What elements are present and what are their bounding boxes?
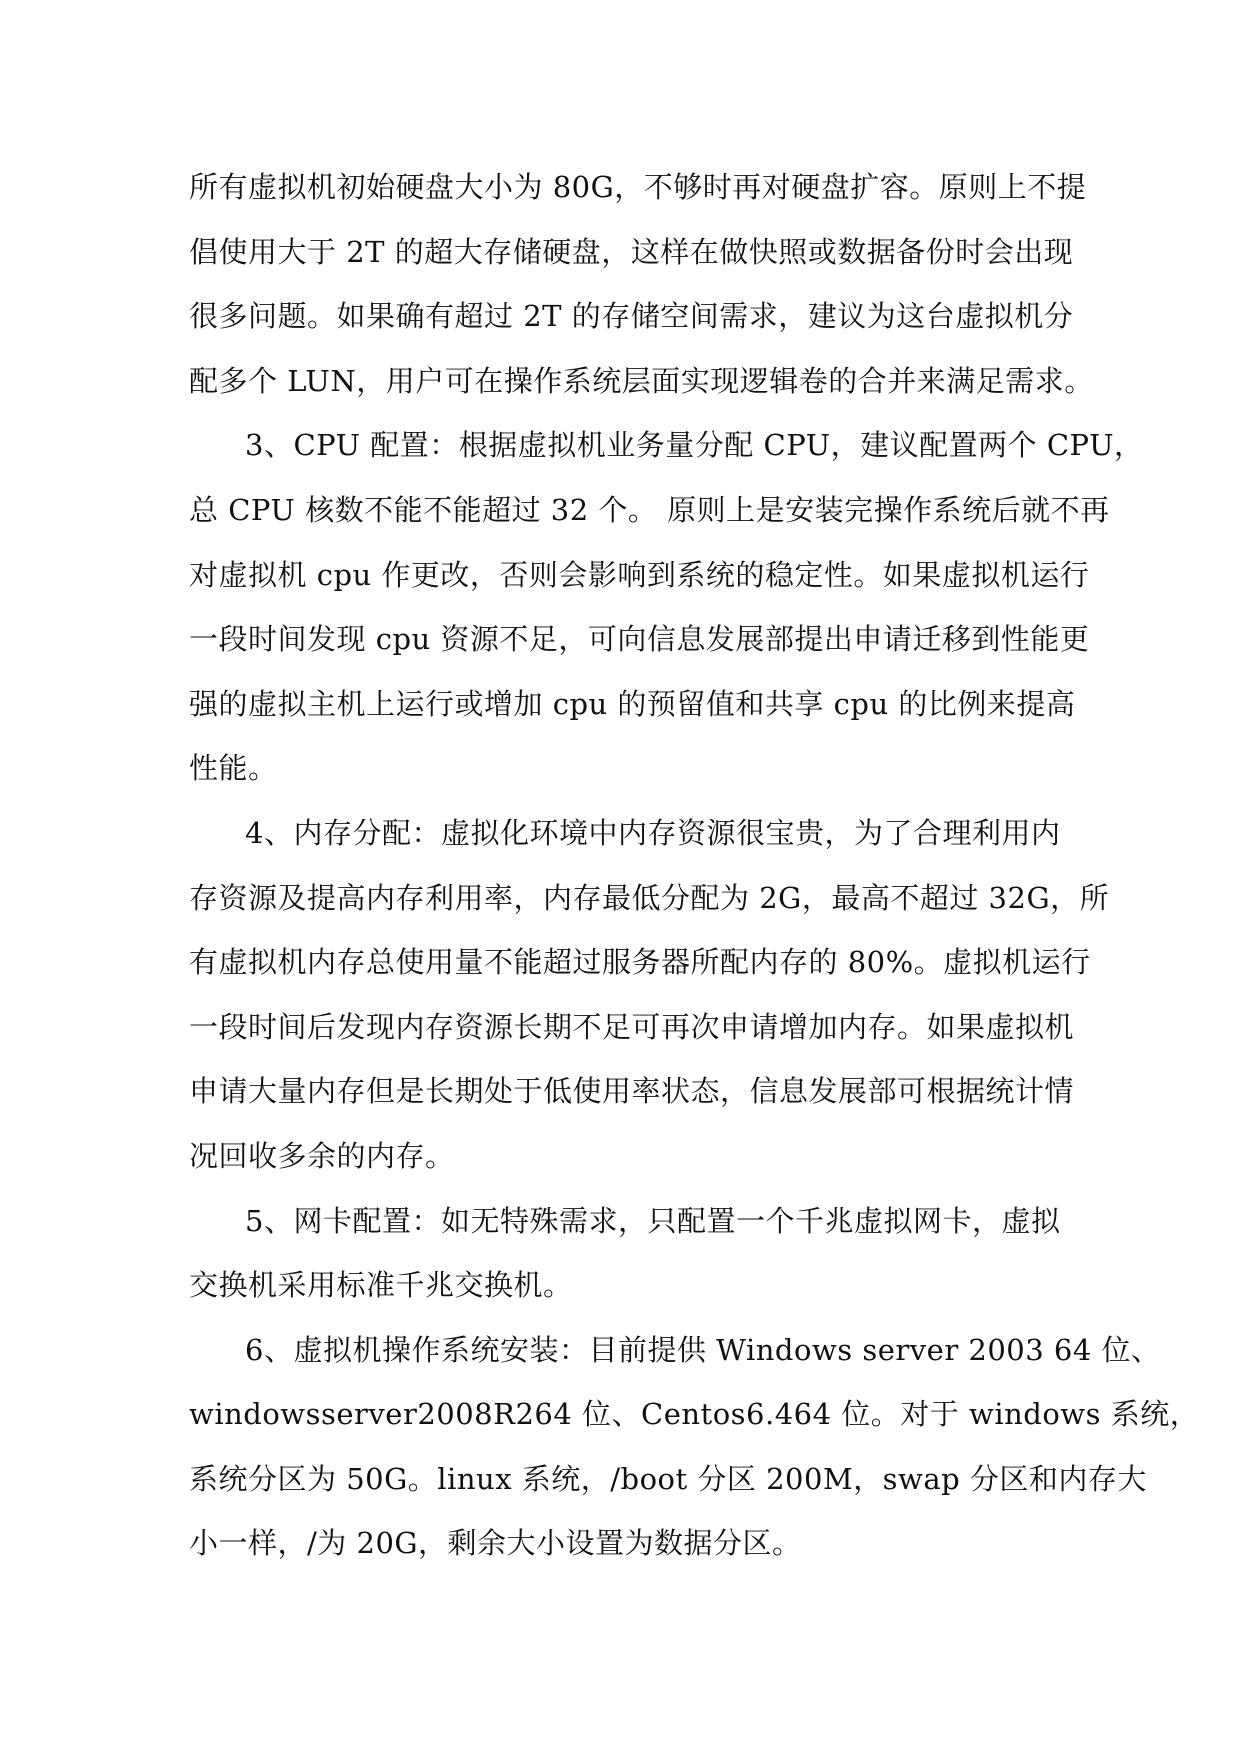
text-line: 所有虚拟机初始硬盘大小为 80G，不够时再对硬盘扩容。原则上不提	[189, 170, 1087, 204]
text-line: 总 CPU 核数不能不能超过 32 个。 原则上是安装完操作系统后就不再	[189, 492, 1110, 527]
text-line: 有虚拟机内存总使用量不能超过服务器所配内存的 80%。虚拟机运行	[189, 945, 1091, 980]
text-line: 很多问题。如果确有超过 2T 的存储空间需求，建议为这台虚拟机分	[189, 299, 1074, 334]
text-line: 配多个 LUN，用户可在操作系统层面实现逻辑卷的合并来满足需求。	[189, 363, 1094, 398]
section-5-heading-line: 5、网卡配置：如无特殊需求，只配置一个千兆虚拟网卡，虚拟	[245, 1203, 1061, 1238]
text-line: 一段时间发现 cpu 资源不足，可向信息发展部提出申请迁移到性能更	[189, 622, 1090, 657]
text-line: 一段时间后发现内存资源长期不足可再次申请增加内存。如果虚拟机	[189, 1009, 1075, 1044]
section-6-heading-line: 6、虚拟机操作系统安装：目前提供 Windows server 2003 64 位、	[245, 1332, 1161, 1367]
text-line: 小一样，/为 20G，剩余大小设置为数据分区。	[189, 1526, 802, 1561]
text-line: 系统分区为 50G。linux 系统，/boot 分区 200M，swap 分区和内存大	[189, 1461, 1147, 1496]
text-line: 倡使用大于 2T 的超大存储硬盘，这样在做快照或数据备份时会出现	[189, 234, 1074, 269]
body-text	[189, 155, 1200, 1576]
section-4-heading-line: 4、内存分配：虚拟化环境中内存资源很宝贵，为了合理利用内	[245, 815, 1061, 850]
section-3-heading-line: 3、CPU 配置：根据虚拟机业务量分配 CPU，建议配置两个 CPU，	[245, 428, 1144, 463]
text-line: 性能。	[189, 751, 278, 786]
text-line: 存资源及提高内存利用率，内存最低分配为 2G，最高不超过 32G，所	[189, 880, 1110, 915]
text-line: 对虚拟机 cpu 作更改，否则会影响到系统的稳定性。如果虚拟机运行	[189, 557, 1090, 592]
text-line: 申请大量内存但是长期处于低使用率状态，信息发展部可根据统计情	[189, 1074, 1075, 1109]
text-line: 交换机采用标准千兆交换机。	[189, 1268, 573, 1303]
text-line: 强的虚拟主机上运行或增加 cpu 的预留值和共享 cpu 的比例来提高	[189, 686, 1076, 721]
text-line: windowsserver2008R264 位、Centos6.464 位。对于 windows 系统，	[189, 1397, 1200, 1432]
text-line: 况回收多余的内存。	[189, 1138, 455, 1173]
